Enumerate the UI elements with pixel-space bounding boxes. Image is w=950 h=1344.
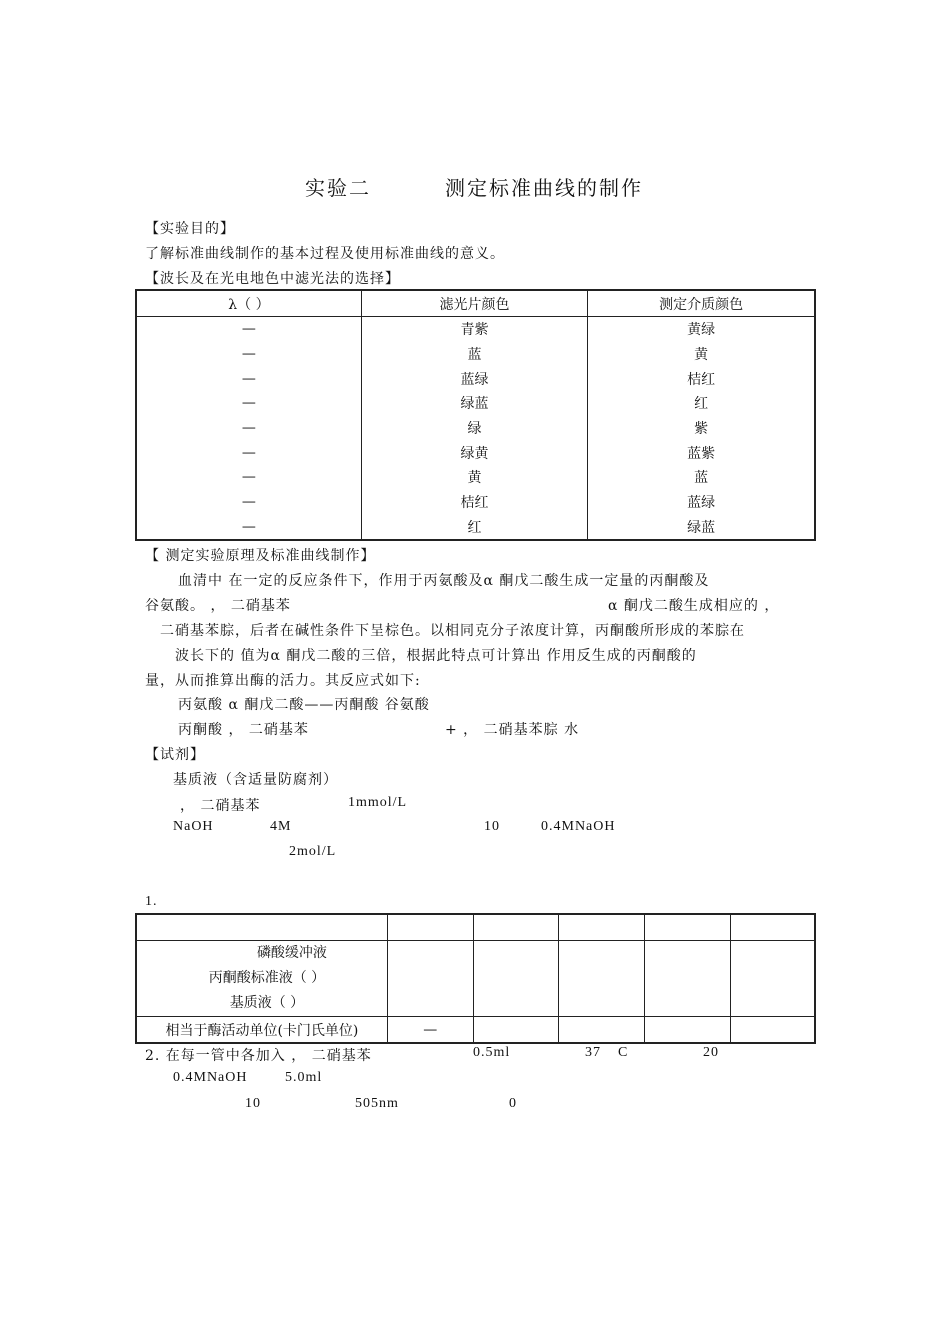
cell: 绿蓝 <box>588 515 815 541</box>
cell: 蓝 <box>588 465 815 490</box>
cell: — <box>136 342 361 367</box>
purpose-heading: 【实验目的】 <box>145 221 235 237</box>
step-1-number: 1. <box>145 894 158 909</box>
purpose-text: 了解标准曲线制作的基本过程及使用标准曲线的意义。 <box>145 246 505 262</box>
cell: 绿蓝 <box>361 391 587 416</box>
principle-line-4: 波长下的 值为α 酮戊二酸的三倍，根据此特点可计算出 作用反生成的丙酮酸的 <box>175 648 697 664</box>
cell: 红 <box>588 391 815 416</box>
reagent-4b: 2mol/L <box>289 844 337 859</box>
cell: 绿黄 <box>361 440 587 465</box>
table-row <box>136 317 815 342</box>
step-2-text: 2. 在每一管中各加入 ， 二硝基苯 <box>145 1048 372 1064</box>
reagent-2b: 1mmol/L <box>348 795 408 810</box>
reagent-3c: 10 <box>484 819 500 834</box>
cell: 黄绿 <box>588 317 815 342</box>
step-3-time: 10 <box>245 1096 261 1111</box>
reaction-equation-1: 丙氨酸 α 酮戊二酸——丙酮酸 谷氨酸 <box>178 697 430 713</box>
cell: 绿 <box>361 416 587 441</box>
principle-line-3: 二硝基苯腙，后者在碱性条件下呈棕色。以相同克分子浓度计算，丙酮酸所形成的苯腙在 <box>160 623 745 639</box>
filter-table-header <box>136 290 815 317</box>
filter-table <box>135 289 816 541</box>
step-2-naoh: 0.4MNaOH <box>173 1070 248 1085</box>
step-2-unit: C <box>618 1045 629 1060</box>
header-medium-color: 测定介质颜色 <box>588 290 815 317</box>
principle-line-5: 量，从而推算出酶的活力。其反应式如下: <box>145 673 421 689</box>
cell: 黄 <box>361 465 587 490</box>
table-row <box>136 515 815 541</box>
principle-line-2a: 谷氨酸。 ， 二硝基苯 <box>145 598 291 614</box>
tube-table-header <box>136 914 815 941</box>
reagent-heading: 【试剂】 <box>145 747 205 763</box>
footer-value: — <box>387 1017 473 1044</box>
table-row <box>136 342 815 367</box>
step-2-temp: 37 <box>585 1045 601 1060</box>
tube-table-body <box>136 941 815 1017</box>
row-phosphate-buffer: 磷酸缓冲液 <box>256 945 327 961</box>
principle-line-1: 血清中 在一定的反应条件下，作用于丙氨酸及α 酮戊二酸生成一定量的丙酮酸及 <box>178 573 710 589</box>
table-row <box>136 440 815 465</box>
cell: — <box>136 490 361 515</box>
reagent-3a: NaOH <box>173 819 214 834</box>
table-row <box>136 490 815 515</box>
cell: 蓝绿 <box>361 366 587 391</box>
principle-heading: 【 测定实验原理及标准曲线制作】 <box>145 548 376 564</box>
reaction-equation-2b: + ， 二硝基苯腙 水 <box>445 722 580 738</box>
cell: 紫 <box>588 416 815 441</box>
reagent-3b: 4M <box>270 819 292 834</box>
filter-heading: 【波长及在光电地色中滤光法的选择】 <box>145 271 400 287</box>
step-2-naoh-volume: 5.0ml <box>285 1070 323 1085</box>
row-pyruvate-standard: 丙酮酸标准液（ ） <box>208 970 326 986</box>
row-substrate: 基质液（ ） <box>229 995 305 1011</box>
cell: — <box>136 366 361 391</box>
tube-table <box>135 913 816 1044</box>
cell: 蓝紫 <box>588 440 815 465</box>
cell: — <box>136 416 361 441</box>
cell: 青紫 <box>361 317 587 342</box>
cell: 桔红 <box>588 366 815 391</box>
table-row <box>136 416 815 441</box>
cell: — <box>136 440 361 465</box>
cell: 红 <box>361 515 587 541</box>
cell: 蓝 <box>361 342 587 367</box>
cell: 蓝绿 <box>588 490 815 515</box>
step-3-wavelength: 505nm <box>355 1096 399 1111</box>
reagent-3d: 0.4MNaOH <box>541 819 616 834</box>
page-title-left: 实验二 <box>305 176 371 200</box>
principle-line-2b: α 酮戊二酸生成相应的 ， <box>608 598 780 614</box>
reaction-equation-2a: 丙酮酸 ， 二硝基苯 <box>178 722 309 738</box>
footer-label: 相当于酶活动单位(卡门氏单位) <box>136 1017 387 1044</box>
page-title-right: 测定标准曲线的制作 <box>445 176 643 200</box>
header-wavelength: λ（ ） <box>136 290 361 317</box>
reagent-1: 基质液（含适量防腐剂） <box>173 772 338 788</box>
reagent-2a: ， 二硝基苯 <box>180 798 261 814</box>
cell: 桔红 <box>361 490 587 515</box>
tube-table-footer <box>136 1017 815 1044</box>
cell: — <box>136 391 361 416</box>
header-filter-color: 滤光片颜色 <box>361 290 587 317</box>
cell: 黄 <box>588 342 815 367</box>
cell: — <box>136 515 361 541</box>
step-2-volume: 0.5ml <box>473 1045 511 1060</box>
table-row <box>136 366 815 391</box>
cell: — <box>136 317 361 342</box>
table-row <box>136 465 815 490</box>
cell: — <box>136 465 361 490</box>
step-3-zero: 0 <box>509 1096 517 1111</box>
table-row <box>136 391 815 416</box>
step-2-time: 20 <box>703 1045 719 1060</box>
